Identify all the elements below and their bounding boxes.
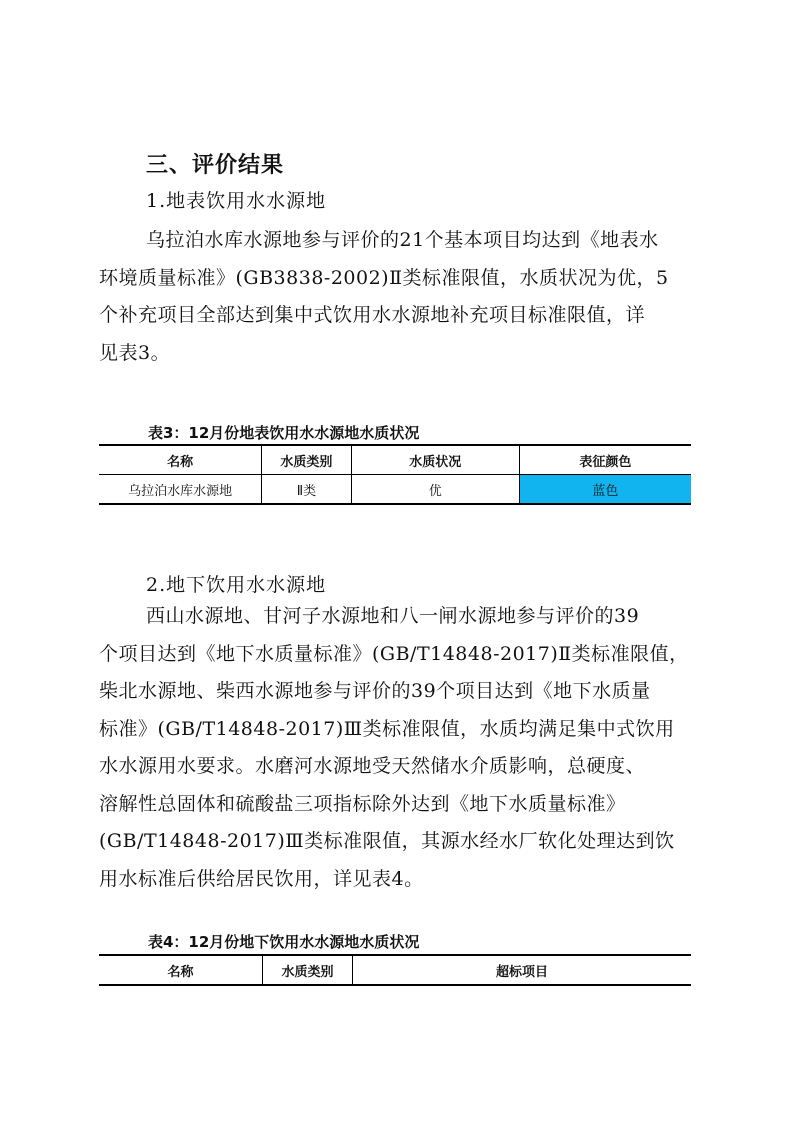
table3-caption: 表3：12月份地表饮用水水源地水质状况 bbox=[148, 424, 420, 442]
table4-caption: 表4：12月份地下饮用水水源地水质状况 bbox=[148, 933, 420, 951]
paragraph-line: 个补充项目全部达到集中式饮用水水源地补充项目标准限值，详 bbox=[99, 304, 646, 326]
paragraph-line: 环境质量标准》(GB3838-2002)Ⅱ类标准限值，水质状况为优，5 bbox=[99, 266, 669, 289]
paragraph-line: 标准》(GB/T14848-2017)Ⅲ类标准限值，水质均满足集中式饮用 bbox=[99, 717, 675, 740]
table-header-row bbox=[99, 445, 691, 475]
groundwater-heading: 2.地下饮用水水源地 bbox=[146, 574, 327, 596]
header-color: 表征颜色 bbox=[519, 445, 691, 475]
table-row bbox=[99, 475, 691, 505]
paragraph-line: 用水标准后供给居民饮用，详见表4。 bbox=[99, 867, 424, 890]
paragraph-line: (GB/T14848-2017)Ⅲ类标准限值，其源水经水厂软化处理达到饮 bbox=[99, 830, 675, 852]
header-exceeding-items: 超标项目 bbox=[353, 955, 692, 985]
section-title: 三、评价结果 bbox=[146, 153, 285, 178]
header-class: 水质类别 bbox=[262, 445, 352, 475]
table-header-row bbox=[99, 955, 691, 985]
header-name: 名称 bbox=[99, 955, 263, 985]
paragraph-line: 个项目达到《地下水质量标准》(GB/T14848-2017)Ⅱ类标准限值， bbox=[99, 642, 689, 665]
paragraph-line: 见表3。 bbox=[99, 341, 171, 364]
surface-water-paragraph bbox=[99, 222, 693, 372]
paragraph-line: 柴北水源地、柴西水源地参与评价的39个项目达到《地下水质量 bbox=[99, 680, 651, 702]
groundwater-paragraph bbox=[99, 598, 693, 898]
cell-status: 优 bbox=[351, 475, 519, 505]
cell-color: 蓝色 bbox=[519, 475, 691, 505]
header-name: 名称 bbox=[99, 445, 262, 475]
paragraph-line: 西山水源地、甘河子水源地和八一闸水源地参与评价的39 bbox=[146, 605, 640, 627]
cell-class: Ⅱ类 bbox=[262, 475, 352, 505]
header-class: 水质类别 bbox=[263, 955, 353, 985]
paragraph-line: 乌拉泊水库水源地参与评价的21个基本项目均达到《地表水 bbox=[146, 229, 659, 251]
surface-water-heading: 1.地表饮用水水源地 bbox=[146, 190, 327, 212]
cell-name: 乌拉泊水库水源地 bbox=[99, 475, 262, 505]
table4 bbox=[99, 954, 691, 986]
table3 bbox=[99, 444, 691, 505]
paragraph-line: 溶解性总固体和硫酸盐三项指标除外达到《地下水质量标准》 bbox=[99, 792, 626, 815]
header-status: 水质状况 bbox=[351, 445, 519, 475]
paragraph-line: 水水源用水要求。水磨河水源地受天然储水介质影响，总硬度、 bbox=[99, 755, 646, 777]
